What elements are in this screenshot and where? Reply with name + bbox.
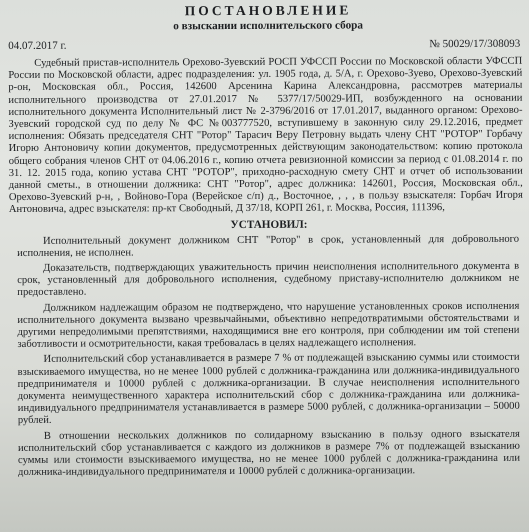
section-heading-ustanovil: УСТАНОВИЛ: xyxy=(230,218,308,231)
document-subtitle: о взыскании исполнительского сбора xyxy=(173,19,364,33)
document-number: № 50029/17/308093 xyxy=(429,37,521,51)
intro-paragraph: Судебный пристав-исполнитель Орехово-Зуевский РОСП УФССП России по Московской области УФССП России по Московской области, адрес подразделения: ул. 1905 года, д. 5/А, г. Орехово-Зуево, Орехово-Зуевский р-он, Московская обл., Россия, 142600 Арсенина Карина Александровна, рассмотрев материалы исполнительного производства от 27.01.2017 № 5377/17/50029-ИП, возбужденного на основании исполнительного документа Исполнительный лист № 2-3796/2016 от 17.01.2017, выданного органом: Орехово-Зуевский городской суд по делу № ФС №003777520, вступившему в законную силу 29.12.2016, предмет исполнения: Обязать председателя СНТ "Ротор" Тарасич Веру Петровну выдать члену СНТ "РОТОР" Горбачу Игорю Антоновичу копии документов, предусмотренных действующим законодательством: копию протокола общего собрания членов СНТ от 04.06.2016 г., копию отчета ревизионной комиссии за период с 01.08.2014 г. по 31. 12. 2015 года, копию устава СНТ "РОТОР", приходно-расходную смету СНТ и отчет об использовании данной сметы., в отношении должника: СНТ "Ротор", адрес должника: 142601, Россия, Московская обл., Орехово-Зуевский р-н, , Войново-Гора (Верейское с/п) д., Восточное, , , , в пользу взыскателя: Горбач Игоря Антоновича, адрес взыскателя: пр-кт Свободный, Д 37/18, КОРП 261, г. Москва, Россия, 111396, xyxy=(8,55,523,216)
body-paragraph-4: Исполнительский сбор устанавливается в размере 7 % от подлежащей взысканию суммы или стоимости взыскиваемого имущества, но не менее 1000 рублей с должника-гражданина или должника-индивидуального предпринимателя и 10000 рублей с должника-организации. В случае неисполнения исполнительного документа неимущественного характера исполнительский сбор с должника-гражданина или должника-индивидуального предпринимателя устанавливается в размере 5000 рублей, с должника-организации – 50000 рублей. xyxy=(17,352,520,427)
body-paragraph-2: Доказательств, подтверждающих уважительность причин неисполнения исполнительного документа в срок, установленный для добровольного исполнения, судебному приставу-исполнителю должником не предоставлено. xyxy=(17,260,520,299)
body-paragraph-3: Должником надлежащим образом не подтверждено, что нарушение установленных сроков исполнения исполнительного документа вызвано чрезвычайными, объективно непредотвратимыми обстоятельствами и другими непредолимыми препятствиями, находящимися вне его контроля, при соблюдении им той степени заботливости и осмотрительности, какая требовалась в целях надлежащего исполнения. xyxy=(17,300,520,351)
body-paragraph-5: В отношении нескольких должников по солидарному взысканию в пользу одного взыскателя исполнительский сбор устанавливается с каждого из должников в размере 7% от подлежащей взысканию суммы или стоимости взыскиваемого имущества, но не менее 1000 рублей с должника-гражданина или должника-индивидуального предпринимателя и 10000 рублей с должника-организации. xyxy=(17,428,521,479)
body-paragraph-1: Исполнительный документ должником СНТ "Ротор" в срок, установленный для добровольного исполнения, не исполнен. xyxy=(17,233,520,259)
document-sheet xyxy=(8,2,529,480)
document-date: 04.07.2017 г. xyxy=(8,39,67,52)
document-meta xyxy=(8,37,528,54)
document-title: ПОСТАНОВЛЕНИЕ xyxy=(184,2,352,19)
